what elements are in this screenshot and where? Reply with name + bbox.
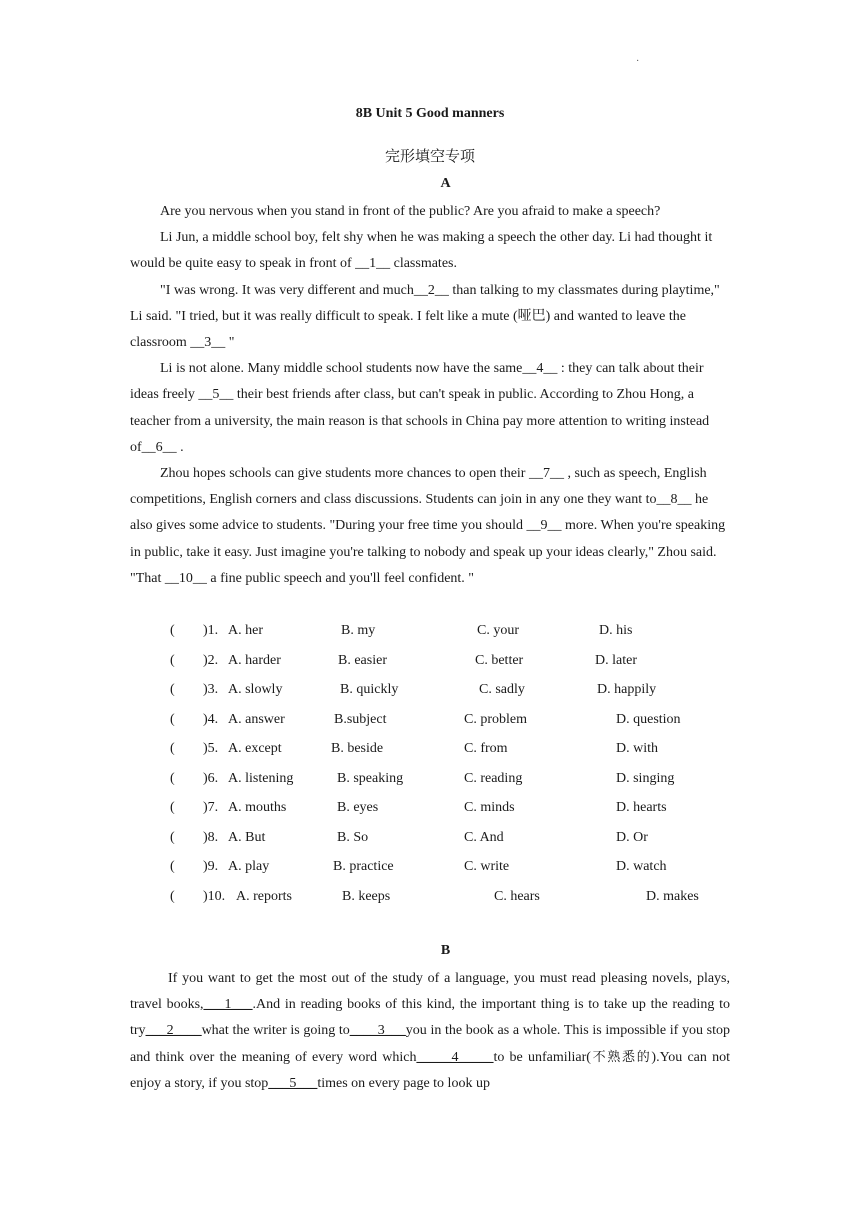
passage-a: [130, 199, 730, 592]
passage-a-paragraph: "I was wrong. It was very different and much__2__ than talking to my classmates during playtime," Li said. "I tried, but it was really difficult to speak. I felt like a mute (哑巴) and wanted to leave the classroom __3__ ": [130, 282, 720, 351]
option-d: D. with: [616, 741, 658, 756]
header-dot: ·: [636, 56, 640, 67]
option-c: C. reading: [464, 770, 523, 786]
question-number: )5.: [203, 741, 219, 756]
option-d: D. question: [616, 711, 681, 727]
answer-bracket-open: (: [170, 859, 175, 874]
question-number: )3.: [203, 682, 219, 697]
passage-b-text: you in the book as a whole. This is impossible if you stop and think over the meaning of every word which: [130, 1023, 730, 1065]
question-row: [0, 768, 860, 798]
question-row: [0, 856, 860, 886]
question-row: [0, 827, 860, 857]
question-number: )8.: [203, 829, 219, 845]
option-a: A. harder: [228, 652, 281, 668]
blank-1: ___1___: [203, 997, 253, 1013]
page-title: 8B Unit 5 Good manners: [355, 106, 505, 121]
question-number: )4.: [203, 711, 219, 727]
passage-a-paragraph: Li is not alone. Many middle school students now have the same__4__ : they can talk about their ideas freely __5__ their best friends after class, but can't speak in public. According to Zhou Hong, a teacher from a university, the main reason is that schools in China pay more attention to writing instead of__6__ .: [130, 361, 710, 455]
option-c: C. write: [464, 859, 510, 874]
blank-2: ___2____: [145, 1023, 202, 1039]
option-b: B. beside: [331, 741, 384, 756]
question-row: [0, 738, 860, 768]
blank-5: ___5___: [268, 1075, 318, 1091]
question-row: [0, 650, 860, 680]
answer-bracket-open: (: [170, 711, 175, 727]
option-a: A. mouths: [228, 800, 287, 815]
question-number: )7.: [203, 800, 219, 815]
option-c: C. sadly: [479, 682, 525, 697]
option-c: C. hears: [494, 888, 540, 904]
option-b: B. practice: [333, 859, 394, 874]
option-a: A. except: [228, 741, 282, 756]
option-a: A. reports: [236, 888, 292, 904]
question-number: )1.: [203, 623, 219, 638]
option-d: D. Or: [616, 829, 648, 845]
option-d: D. makes: [646, 888, 699, 904]
passage-b-chinese-gloss: 不熟悉的: [590, 1049, 652, 1065]
option-d: D. happily: [597, 682, 657, 697]
option-c: C. minds: [464, 800, 515, 815]
answer-bracket-open: (: [170, 829, 175, 845]
option-a: A. play: [228, 859, 270, 874]
section-b-label: B: [440, 943, 451, 958]
option-d: D. his: [599, 623, 633, 638]
question-number: )9.: [203, 859, 219, 874]
passage-b-text: ).You can not enjoy a story, if you stop: [130, 1049, 730, 1091]
option-b: B. eyes: [337, 800, 379, 815]
option-a: A. answer: [228, 711, 285, 727]
answer-bracket-open: (: [170, 770, 175, 786]
option-b: B. my: [341, 623, 376, 638]
option-b: B. So: [337, 829, 369, 845]
question-row: [0, 709, 860, 739]
option-d: D. later: [595, 652, 637, 668]
blank-4: _____4_____: [416, 1049, 494, 1065]
option-c: C. better: [475, 652, 524, 668]
answer-bracket-open: (: [170, 682, 175, 697]
question-row: [0, 679, 860, 709]
option-b: B. speaking: [337, 770, 404, 786]
passage-b-text: If you want to get the most out of the study of a language, you must read pleasing novels, plays, travel books,: [130, 971, 730, 1013]
question-row: [0, 797, 860, 827]
answer-bracket-open: (: [170, 888, 175, 904]
option-c: C. your: [477, 623, 519, 638]
page-subtitle: 完形填空专项: [384, 147, 475, 165]
option-a: A. her: [228, 623, 263, 638]
passage-b: [130, 966, 730, 1097]
question-number: )10.: [203, 888, 226, 904]
option-a: A. listening: [228, 770, 294, 786]
option-c: C. from: [464, 741, 508, 756]
passage-a-paragraph: Are you nervous when you stand in front of the public? Are you afraid to make a speech?: [160, 204, 661, 219]
answer-bracket-open: (: [170, 623, 175, 638]
question-number: )2.: [203, 652, 219, 668]
option-c: C. problem: [464, 711, 527, 727]
question-number: )6.: [203, 770, 219, 786]
passage-b-text: to be unfamiliar(: [493, 1049, 591, 1065]
question-row: [0, 620, 860, 650]
answer-bracket-open: (: [170, 800, 175, 815]
option-c: C. And: [464, 829, 504, 845]
blank-3: ____3___: [349, 1023, 406, 1039]
option-b: B.subject: [334, 711, 387, 727]
option-b: B. keeps: [342, 888, 391, 904]
answer-options: [0, 620, 860, 915]
passage-a-paragraph: Zhou hopes schools can give students more chances to open their __7__ , such as speech, English competitions, English corners and class discussions. Students can join in any one they want to__8__ he also gives some advice to students. "During your free time you should __9__ more. When you're speaking in public, take it easy. Just imagine you're talking to nobody and speak up your ideas clearly," Zhou said. "That __10__ a fine public speech and you'll feel confident. ": [130, 466, 726, 586]
answer-bracket-open: (: [170, 741, 175, 756]
option-a: A. But: [228, 829, 266, 845]
option-b: B. quickly: [340, 682, 399, 697]
question-row: [0, 886, 860, 916]
passage-b-text: times on every page to look up: [317, 1075, 490, 1091]
option-a: A. slowly: [228, 682, 283, 697]
option-d: D. hearts: [616, 800, 667, 815]
option-b: B. easier: [338, 652, 387, 668]
option-d: D. watch: [616, 859, 667, 874]
section-a-label: A: [440, 176, 451, 191]
passage-a-paragraph: Li Jun, a middle school boy, felt shy when he was making a speech the other day. Li had thought it would be quite easy to speak in front of __1__ classmates.: [130, 230, 713, 272]
answer-bracket-open: (: [170, 652, 175, 668]
passage-b-text: .And in reading books of this kind, the important thing is to take up the reading to try: [130, 997, 730, 1039]
passage-b-text: what the writer is going to: [201, 1023, 350, 1039]
option-d: D. singing: [616, 770, 675, 786]
